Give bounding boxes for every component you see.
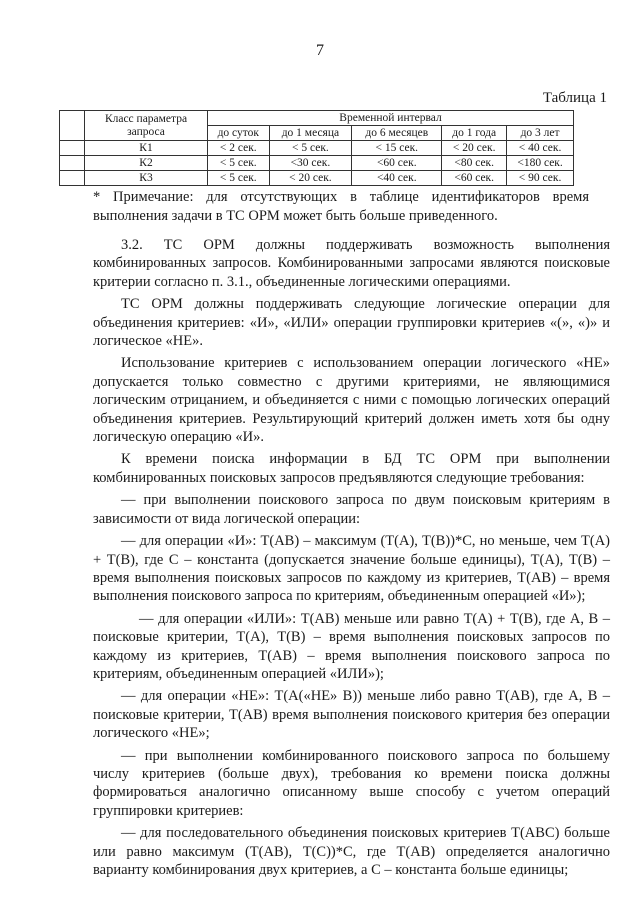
paragraph: Использование критериев с использованием операции логического «НЕ» допускается только совместно с другими критериями, не являющимися логическим отрицанием, и объединяется с ними с помощью логических операций объединения критериев. Результирующий критерий должен иметь хотя бы одну логическую операцию «И». xyxy=(93,355,610,446)
table-note: * Примечание: для отсутствующих в таблице идентификаторов время выполнения задачи в ТС ОРМ может быть больше приведенного. xyxy=(93,189,589,224)
table-row xyxy=(60,156,574,171)
class-header: Класс параметра запроса xyxy=(85,111,208,141)
list-item: — при выполнении поискового запроса по двум поисковым критериям в зависимости от вида логической операции: xyxy=(93,492,610,527)
column-header: до 1 месяца xyxy=(269,126,352,141)
list-item: — для последовательного объединения поисковых критериев Т(АВС) больше или равно максимум (Т(АВ), Т(С))*С, где Т(АВ) определяется аналогично варианту комбинирования двух критериев, а С – константа больше единицы; xyxy=(93,825,610,878)
column-header: до суток xyxy=(208,126,270,141)
column-header: до 3 лет xyxy=(507,126,574,141)
table-cell: < 5 сек. xyxy=(208,171,270,186)
table-cell: <40 сек. xyxy=(352,171,442,186)
table-blank-cell xyxy=(60,171,85,186)
table-cell: < 15 сек. xyxy=(352,141,442,156)
paragraph: К времени поиска информации в БД ТС ОРМ при выполнении комбинированных поисковых запросов предъявляются следующие требования: xyxy=(93,451,610,486)
interval-header: Временной интервал xyxy=(208,111,574,126)
table-cell: < 5 сек. xyxy=(269,141,352,156)
table-blank-cell xyxy=(60,111,85,141)
column-header: до 1 года xyxy=(442,126,507,141)
list-item: — для операции «НЕ»: Т(А(«НЕ» В)) меньше либо равно Т(АВ), где А, В – поисковые критерии, Т(АВ) время выполнения поискового критерия без операции логического «НЕ»; xyxy=(93,688,610,742)
table-cell: < 2 сек. xyxy=(208,141,270,156)
body-text xyxy=(93,236,610,883)
row-class: К2 xyxy=(85,156,208,171)
list-item: — для операции «И»: Т(АВ) – максимум (Т(А), Т(В))*С, но меньше, чем Т(А) + Т(В), где С – константа (допускается значение больше единицы), Т(А), Т(В) – время выполнения поисковых запросов по каждому из критериев, Т(АВ) – время выполнения поискового запроса по критериям, объединенным операцией «И»); xyxy=(93,533,610,605)
table-row xyxy=(60,141,574,156)
row-class: К1 xyxy=(85,141,208,156)
column-header: до 6 месяцев xyxy=(352,126,442,141)
table-cell: < 90 сек. xyxy=(507,171,574,186)
list-item: — для операции «ИЛИ»: Т(АВ) меньше или равно Т(А) + Т(В), где А, В – поисковые критерии, Т(А), Т(В) – время выполнения поисковых запросов по каждому из критериев, Т(АВ) – время выполнения поискового запроса по критериям, объединенным операцией «ИЛИ»); xyxy=(93,610,610,682)
table-cell: < 20 сек. xyxy=(269,171,352,186)
paragraph: 3.2. ТС ОРМ должны поддерживать возможность выполнения комбинированных запросов. Комбинированными запросами являются поисковые критерии согласно п. 3.1., объединенные логическими операциями. xyxy=(93,237,610,290)
table-cell: <180 сек. xyxy=(507,156,574,171)
table-row xyxy=(60,171,574,186)
row-class: К3 xyxy=(85,171,208,186)
paragraph: ТС ОРМ должны поддерживать следующие логические операции для объединения критериев: «И», «ИЛИ» операции группировки критериев «(», «)» и логическое «НЕ». xyxy=(93,296,610,350)
table-cell: < 20 сек. xyxy=(442,141,507,156)
table-cell: <60 сек. xyxy=(352,156,442,171)
table-blank-cell xyxy=(60,141,85,156)
table-cell: < 40 сек. xyxy=(507,141,574,156)
table-caption: Таблица 1 xyxy=(542,90,607,106)
page-number: 7 xyxy=(316,42,324,59)
list-item: — при выполнении комбинированного поискового запроса по большему числу критериев (больше двух), требования ко времени поиска должны формироваться аналогично описанному выше способу с учетом операций группировки критериев: xyxy=(93,747,610,819)
table-blank-cell xyxy=(60,156,85,171)
table-cell: <30 сек. xyxy=(269,156,352,171)
table-cell: <80 сек. xyxy=(442,156,507,171)
table-cell: <60 сек. xyxy=(442,171,507,186)
table-cell: < 5 сек. xyxy=(208,156,270,171)
time-interval-table xyxy=(59,110,574,186)
